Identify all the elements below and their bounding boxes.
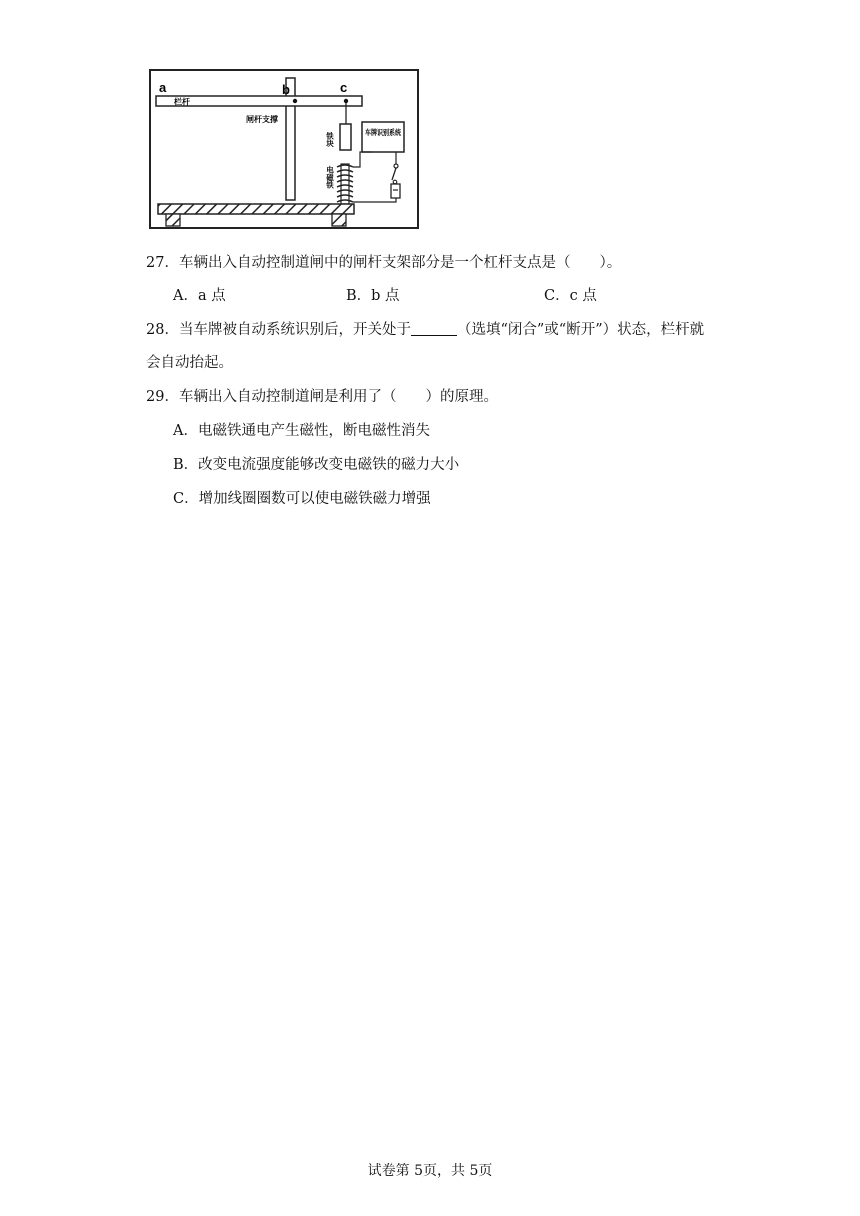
label-electromagnet: 电磁铁: [325, 166, 335, 189]
option-a: A．a 点: [173, 288, 226, 304]
base-platform: [158, 204, 354, 214]
label-a: a: [159, 80, 167, 95]
left-foot: [166, 214, 180, 226]
page-footer: 试卷第 5页，共 5页: [367, 1163, 493, 1179]
label-iron: 铁块: [325, 132, 335, 147]
option-b: B．b 点: [346, 288, 400, 304]
switch-contact: [394, 164, 398, 168]
iron-block: [340, 124, 351, 150]
question-28: [146, 320, 704, 340]
answer-blank[interactable]: [411, 321, 457, 336]
option-a: A．电磁铁通电产生磁性，断电磁性消失: [173, 423, 430, 439]
label-c: c: [340, 80, 348, 95]
switch-pivot: [393, 180, 397, 184]
battery: [391, 184, 400, 198]
option-c: C．c 点: [544, 288, 597, 304]
question-27: [146, 253, 621, 273]
switch-lever: [392, 168, 396, 180]
question-number: 29．: [146, 389, 179, 405]
question-text-before: 当车牌被自动系统识别后，开关处于: [178, 322, 411, 338]
option-b: B．改变电流强度能够改变电磁铁的磁力大小: [173, 457, 460, 473]
question-text: 车辆出入自动控制道闸中的闸杆支架部分是一个杠杆支点是（ ）。: [178, 255, 622, 271]
question-number: 27．: [146, 255, 179, 271]
recognition-system-box: [362, 122, 410, 152]
point-c-dot: [344, 99, 348, 103]
question-text-after: （选填“闭合”或“断开”）状态，栏杆就: [456, 322, 705, 338]
option-c: C．增加线圈圈数可以使电磁铁磁力增强: [173, 491, 431, 507]
right-foot: [332, 214, 346, 226]
question-number: 28．: [146, 322, 179, 338]
point-b-dot: [293, 99, 297, 103]
question-text: 车辆出入自动控制道闸是利用了（ ）的原理。: [178, 389, 498, 405]
circuit-wires: [353, 152, 396, 202]
label-lever: 栏杆: [174, 96, 190, 107]
label-system: 车牌识别系统: [365, 128, 410, 137]
label-support: 闸杆支撑: [246, 114, 278, 124]
label-b: b: [282, 82, 290, 97]
barrier-gate-diagram: [148, 68, 420, 230]
question-28-line2: 会自动抬起。: [146, 355, 233, 371]
question-29: [146, 387, 498, 407]
